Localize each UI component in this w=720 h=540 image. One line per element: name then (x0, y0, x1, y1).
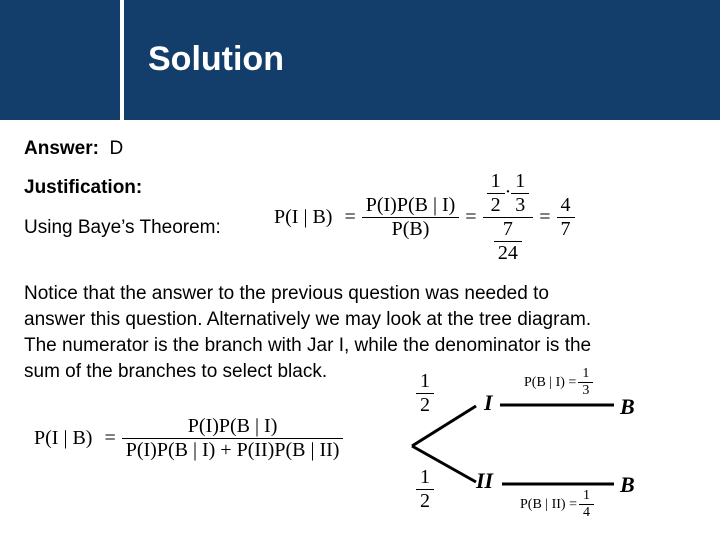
result-num: 4 (560, 194, 571, 216)
notice-line: Notice that the answer to the previous question was needed to (24, 283, 549, 304)
bayes-numerator: P(I)P(B | I) (365, 194, 456, 216)
prob-jar-i (416, 370, 434, 417)
bayes-lhs: P(I | B) (274, 206, 333, 228)
slide-title: Solution (148, 40, 284, 78)
cond-prob-ii-den: 4 (579, 504, 594, 521)
node-jar-i: I (484, 390, 493, 415)
multiply-dot: · (504, 181, 512, 204)
frac-seven: 7 (502, 218, 513, 240)
notice-line: The numerator is the branch with Jar I, while the denominator is the (24, 335, 592, 356)
result-den: 7 (557, 217, 575, 241)
cond-prob-ii-label: P(B | II) = (520, 496, 577, 512)
frac-third-den: 3 (511, 193, 529, 217)
frac-third-num: 1 (515, 170, 526, 192)
prob-jar-i-num: 1 (420, 370, 430, 392)
bayes-intro: Using Baye’s Theorem: (24, 217, 221, 238)
prob-jar-ii-den: 2 (416, 489, 434, 513)
cond-prob-ii-num: 1 (582, 488, 590, 503)
formula-denominator: P(I)P(B | I) + P(II)P(B | II) (122, 438, 344, 462)
equals-sign: = (104, 427, 116, 449)
frac-half-den: 2 (487, 193, 505, 217)
cond-prob-i-den: 3 (578, 382, 593, 399)
cond-prob-i (522, 366, 593, 399)
notice-line: answer this question. Alternatively we may look at the tree diagram. (24, 309, 592, 330)
cond-prob-i-label: P(B | I) = (524, 374, 577, 390)
cond-prob-i-num: 1 (582, 366, 590, 381)
frac-half-num: 1 (490, 170, 501, 192)
formula-lhs: P(I | B) (34, 427, 93, 449)
equals-sign: = (465, 206, 477, 228)
prob-jar-i-den: 2 (416, 393, 434, 417)
prob-jar-ii (416, 466, 434, 513)
cond-prob-ii (518, 488, 594, 521)
justification-label: Justification: (24, 177, 143, 198)
equals-sign: = (344, 206, 356, 228)
equals-sign: = (539, 206, 551, 228)
formula-numerator: P(I)P(B | I) (187, 415, 278, 437)
notice-line: sum of the branches to select black. (24, 361, 328, 382)
bayes-denominator: P(B) (362, 217, 460, 241)
frac-24: 24 (494, 241, 522, 265)
answer-label: Answer: (24, 138, 99, 159)
leaf-black-i: B (620, 394, 635, 419)
leaf-black-ii: B (620, 472, 635, 497)
prob-jar-ii-num: 1 (420, 466, 430, 488)
answer-value: D (109, 138, 124, 159)
node-jar-ii: II (476, 468, 494, 493)
